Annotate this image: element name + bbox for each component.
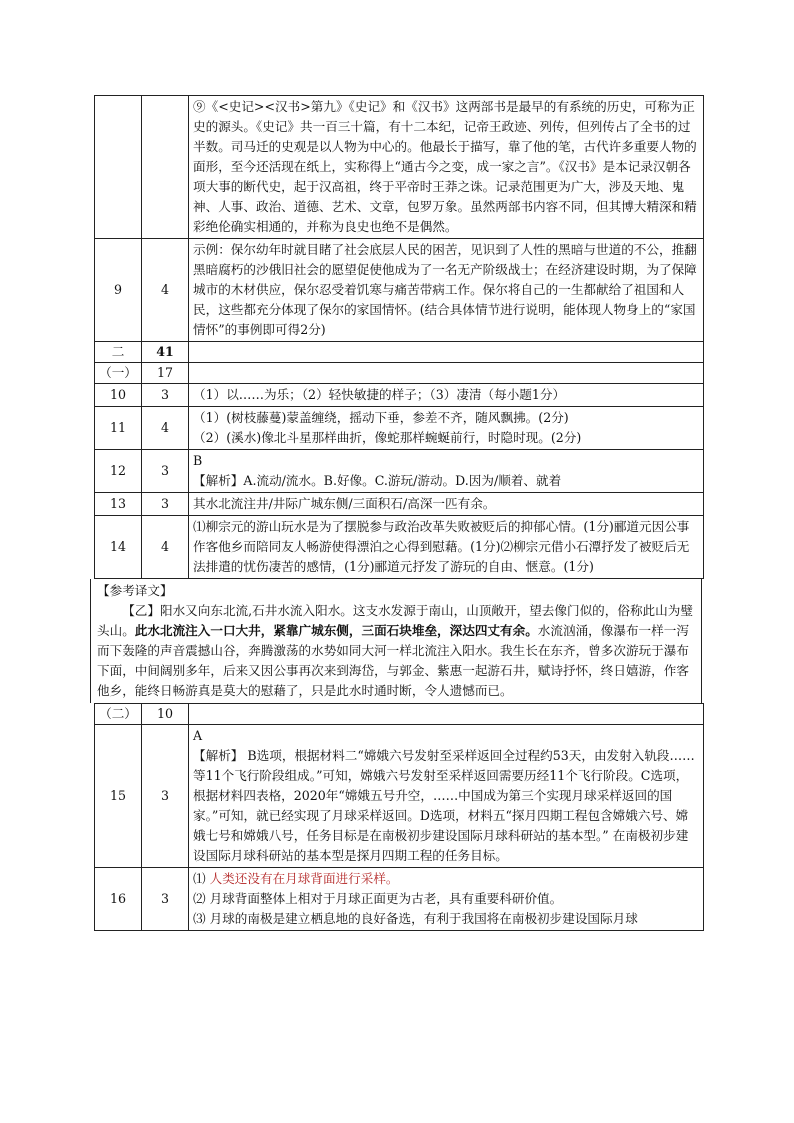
table-row: [95, 516, 704, 579]
answer-table-top: [94, 95, 704, 579]
answer-text: [189, 407, 704, 450]
section-number: 二: [95, 342, 142, 363]
answer-choice: A: [193, 728, 203, 743]
question-number: 15: [95, 725, 142, 868]
answer-text: [189, 450, 704, 493]
answer-text: [189, 363, 704, 384]
table-row: [95, 450, 704, 493]
question-score: 4: [142, 516, 189, 579]
question-number: 11: [95, 407, 142, 450]
answer-analysis: 【解析】 B选项，根据材料二“嫦娥六号发射至采样返回全过程约53天，由发射入轨段……等11个飞行阶段组成。”可知，嫦娥六号发射至采样返回需要历经11个飞行阶段。C选项，根据材料四表格，2020年“嫦娥五号升空，……中国成为第三个实现月球采样返回的国家。”可知，就已经实现了月球采样返回。D选项，材料五“探月四期工程包含嫦娥六号、嫦娥七号和嫦娥八号，任务目标是在南极初步建设国际月球科研站的基本型。” 在南极初步建设国际月球科研站的基本型是探月四期工程的任务目标。: [193, 748, 695, 863]
table-row: [95, 363, 704, 384]
table-row: [95, 868, 704, 931]
question-score: 3: [142, 725, 189, 868]
answer-choice: B: [193, 453, 203, 468]
section-number: （二）: [95, 704, 142, 725]
question-score: 3: [142, 868, 189, 931]
table-row: [95, 239, 704, 342]
reference-translation: [90, 579, 702, 703]
section-score: 41: [142, 342, 189, 363]
table-row: [95, 96, 704, 239]
question-number: 10: [95, 384, 142, 407]
answer-analysis: 【解析】A.流动/流水。B.好像。C.游玩/游动。D.因为/顺着、就着: [193, 473, 562, 488]
answer-text: [189, 868, 704, 931]
question-number: 9: [95, 239, 142, 342]
section-number: （一）: [95, 363, 142, 384]
translation-body: [97, 601, 697, 701]
question-score: 3: [142, 384, 189, 407]
question-score: 3: [142, 493, 189, 516]
translation-heading: 【参考译文】: [97, 583, 173, 598]
table-row: [95, 407, 704, 450]
question-score: 4: [142, 239, 189, 342]
answer-text: [189, 725, 704, 868]
answer-text: （1）以……为乐；（2）轻快敏捷的样子；（3）凄清（每小题1分）: [189, 384, 704, 407]
answer-line: （1）(树枝藤蔓)蒙盖缠绕，摇动下垂，参差不齐，随风飘拂。(2分): [193, 410, 569, 425]
answer-page: [94, 95, 704, 931]
translation-text: 【乙】阳水又向东北流,石井水流入阳水。这支水发源于南山，山顶敞开，望去像门似的，俗称此山为璧头山。: [97, 603, 693, 638]
answer-marker: ⑴: [193, 871, 210, 886]
answer-line: ⑶ 月球的南极是建立栖息地的良好备选，有利于我国将在南极初步建设国际月球: [193, 911, 638, 926]
answer-text: [189, 704, 704, 725]
answer-text: 其水北流注井/井际广城东侧/三面积石/高深一匹有余。: [189, 493, 704, 516]
answer-line: [193, 869, 699, 889]
question-number: 16: [95, 868, 142, 931]
section-score: 17: [142, 363, 189, 384]
answer-text: 示例：保尔幼年时就目睹了社会底层人民的困苦，见识到了人性的黑暗与世道的不公，推翻黑暗腐朽的沙俄旧社会的愿望促使他成为了一名无产阶级战士；在经济建设时期，为了保障城市的木材供应，保尔忍受着饥寒与痛苦带病工作。保尔将自己的一生都献给了祖国和人民，这些都充分体现了保尔的家国情怀。(结合具体情节进行说明，能体现人物身上的“家国情怀”的事例即可得2分): [189, 239, 704, 342]
answer-highlight: 人类还没有在月球背面进行采样。: [209, 871, 399, 886]
question-number: 14: [95, 516, 142, 579]
question-score: 3: [142, 450, 189, 493]
question-number: 13: [95, 493, 142, 516]
translation-text: 水流汹涌，像瀑布一样一泻而下轰隆的声音震撼山谷，奔腾激荡的水势如同大河一样北流注入阳水。我生长在东齐，曾多次游玩于瀑布下面，中间阔别多年，后来又因公事再次来到海岱，与郭金、紫惠一起游石井，赋诗抒怀，终日嬉游，作客他乡，能终日畅游真是莫大的慰藉了，只是此水时通时断，令人遗憾而已。: [97, 623, 689, 698]
table-row: [95, 493, 704, 516]
translation-emphasis: 此水北流注入一口大井，紧靠广城东侧，三面石块堆垒，深达四丈有余。: [134, 623, 538, 638]
table-row: [95, 384, 704, 407]
question-score: [142, 96, 189, 239]
answer-text: ⑨《<史记><汉书>第九》《史记》和《汉书》这两部书是最早的有系统的历史，可称为正史的源头。《史记》共一百三十篇，有十二本纪，记帝王政迹、列传，但列传占了全书的过半数。司马迁的史观是以人物为中心的。他最长于描写，靠了他的笔，古代许多重要人物的面形，至今还活现在纸上，实称得上“通古今之变，成一家之言”。《汉书》是本记录汉朝各项大事的断代史，起于汉高祖，终于平帝时王莽之诛。记录范围更为广大，涉及天地、鬼神、人事、政治、道德、艺术、文章，包罗万象。虽然两部书内容不同，但其博大精深和精彩绝伦确实相通的，并称为良史也绝不是偶然。: [189, 96, 704, 239]
answer-table-bottom: [94, 703, 704, 931]
question-number: [95, 96, 142, 239]
table-row: [95, 704, 704, 725]
answer-text: ⑴柳宗元的游山玩水是为了摆脱参与政治改革失败被贬后的抑郁心情。(1分)郦道元因公事作客他乡而陪同友人畅游使得漂泊之心得到慰藉。(1分)⑵柳宗元借小石潭抒发了被贬后无法排遣的忧伤凄苦的感情，(1分)郦道元抒发了游玩的自由、惬意。(1分): [189, 516, 704, 579]
answer-line: ⑵ 月球背面整体上相对于月球正面更为古老，具有重要科研价值。: [193, 891, 563, 906]
table-row: [95, 725, 704, 868]
answer-text: [189, 342, 704, 363]
question-number: 12: [95, 450, 142, 493]
question-score: 4: [142, 407, 189, 450]
table-row: [95, 342, 704, 363]
answer-line: （2）(溪水)像北斗星那样曲折，像蛇那样蜿蜒前行，时隐时现。(2分): [193, 430, 582, 445]
section-score: 10: [142, 704, 189, 725]
